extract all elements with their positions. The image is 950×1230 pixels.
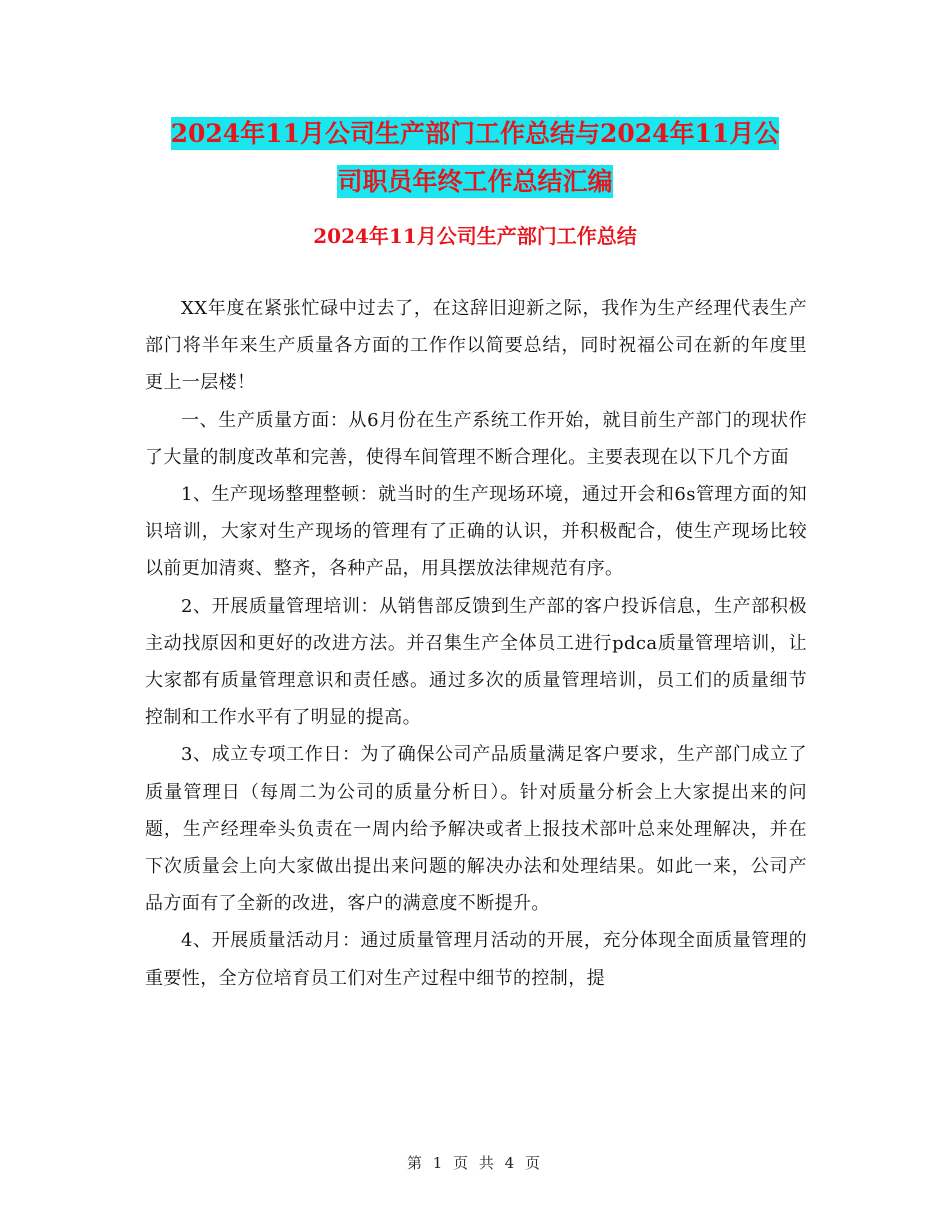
document-body [145, 290, 807, 997]
document-title-line-2: 司职员年终工作总结汇编 [337, 167, 613, 196]
paragraph-intro: XX年度在紧张忙碌中过去了，在这辞旧迎新之际，我作为生产经理代表生产部门将半年来生产质量各方面的工作作以简要总结，同时祝福公司在新的年度里更上一层楼！ [145, 298, 807, 394]
document-title [140, 110, 810, 206]
paragraph-item-3: 3、成立专项工作日：为了确保公司产品质量满足客户要求，生产部门成立了质量管理日（每周二为公司的质量分析日）。针对质量分析会上大家提出来的问题，生产经理牵头负责在一周内给予解决或者上报技术部叶总来处理解决，并在下次质量会上向大家做出提出来问题的解决办法和处理结果。如此一来，公司产品方面有了全新的改进，客户的满意度不断提升。 [145, 744, 807, 915]
paragraph-item-4: 4、开展质量活动月：通过质量管理月活动的开展，充分体现全面质量管理的重要性，全方位培育员工们对生产过程中细节的控制，提 [145, 930, 807, 989]
paragraph-item-2: 2、开展质量管理培训：从销售部反馈到生产部的客户投诉信息，生产部积极主动找原因和更好的改进方法。并召集生产全体员工进行pdca质量管理培训，让大家都有质量管理意识和责任感。通过多次的质量管理培训，员工们的质量细节控制和工作水平有了明显的提高。 [145, 595, 807, 729]
section-title: 2024年11月公司生产部门工作总结 [313, 224, 637, 248]
paragraph-production-quality: 一、生产质量方面：从6月份在生产系统工作开始，就目前生产部门的现状作了大量的制度改革和完善，使得车间管理不断合理化。主要表现在以下几个方面 [145, 409, 807, 468]
document-title-line-1: 2024年11月公司生产部门工作总结与2024年11月公 [170, 119, 780, 148]
paragraph-item-1: 1、生产现场整理整顿：就当时的生产现场环境，通过开会和6s管理方面的知识培训，大家对生产现场的管理有了正确的认识，并积极配合，使生产现场比较以前更加清爽、整齐，各种产品，用具摆放法律规范有序。 [145, 484, 807, 580]
page-number-footer: 第 1 页 共 4 页 [407, 1154, 543, 1172]
